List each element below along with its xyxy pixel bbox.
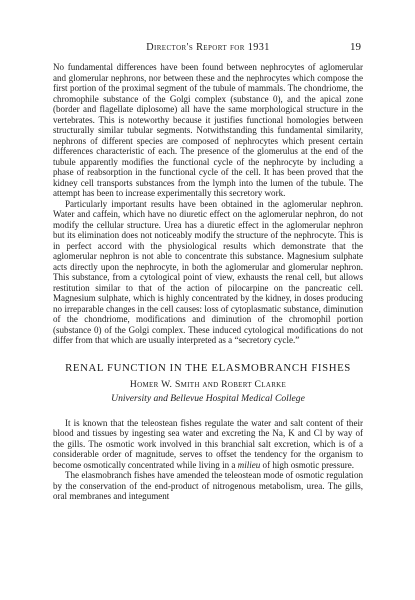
italic-term: milieu [237, 459, 261, 470]
body-paragraph: Particularly important results have been obtained in the aglomerular nephron. Water and caffein, which have no diuretic effect on the aglomerular nephron, do not modify the cellular structure. Urea has a diuretic effect in the aglomerular nephron but its elimination does not noticeably modify the structure of the nephrocyte. This is in perfect accord with the physiological results which demonstrate that the aglomerular nephron is not able to concentrate this substance. Magnesium sulphate acts directly upon the nephrocyte, in both the aglomerular and glomerular nephron. This substance, from a cytological point of view, exhausts the renal cell, but allows restitution similar to that of the action of pilocarpine on the pancreatic cell. Magnesium sulphate, which is highly concentrated by the kidney, in doses producing no irreparable changes in the cell causes: loss of cytoplasmatic substance, diminution of the chondriome, modifications and diminution of the chromophil portion (substance 0) of the Golgi complex. These induced cytological modifications do not differ from that which are usually interpreted as a “secretory cycle.” [53, 198, 363, 345]
paragraph-text: It is known that the teleostean fishes regulate the water and salt content of their blood and tissues by ingesting sea water and excreting the Na, K and Cl by way of the gills. The osmotic work involved in this branchial salt excretion, which is of a considerable order of magnitude, serves to offset the tendency for the organism to become osmotically concentrated while living in a [53, 417, 363, 470]
section-affiliation: University and Bellevue Hospital Medical College [111, 392, 305, 404]
paragraph-text: of high osmotic pressure. [262, 459, 355, 470]
body-paragraph: No fundamental differences have been found between nephrocytes of aglomerular and glomerular nephrons, nor between these and the nephrocytes which compose the first portion of the proximal segment of the tubule of mammals. The chondriome, the chromophile substance of the Golgi complex (substance 0), and the apical zone (border and flagellate diplosome) all have the same morphological structure in the vertebrates. This is noteworthy because it justifies functional homologies between structurally similar tubular segments. Notwithstanding this fundamental similarity, nephrons of different species are composed of nephrocytes which present certain differences characteristic of each. The presence of the glomerulus at the end of the tubule apparently modifies the functional cycle of the nephrocyte by including a phase of reabsorption in the functional cycle of the cell. It has been proved that the kidney cell transports substances from the lymph into the lumen of the tubule. The attempt has been to increase experimentally this secretory work. [53, 62, 363, 198]
body-paragraph: The elasmobranch fishes have amended the teleostean mode of osmotic regulation by the conservation of the end-product of nitrogenous metabolism, urea. The gills, oral membranes and integument [53, 470, 363, 501]
page-number: 19 [350, 41, 361, 53]
body-paragraph [53, 418, 363, 471]
running-title: Director's Report for 1931 [146, 42, 270, 53]
section-heading: RENAL FUNCTION IN THE ELASMOBRANCH FISHES [65, 361, 351, 374]
page-header [53, 40, 363, 62]
section-authors: Homer W. Smith and Robert Clarke [129, 378, 287, 390]
